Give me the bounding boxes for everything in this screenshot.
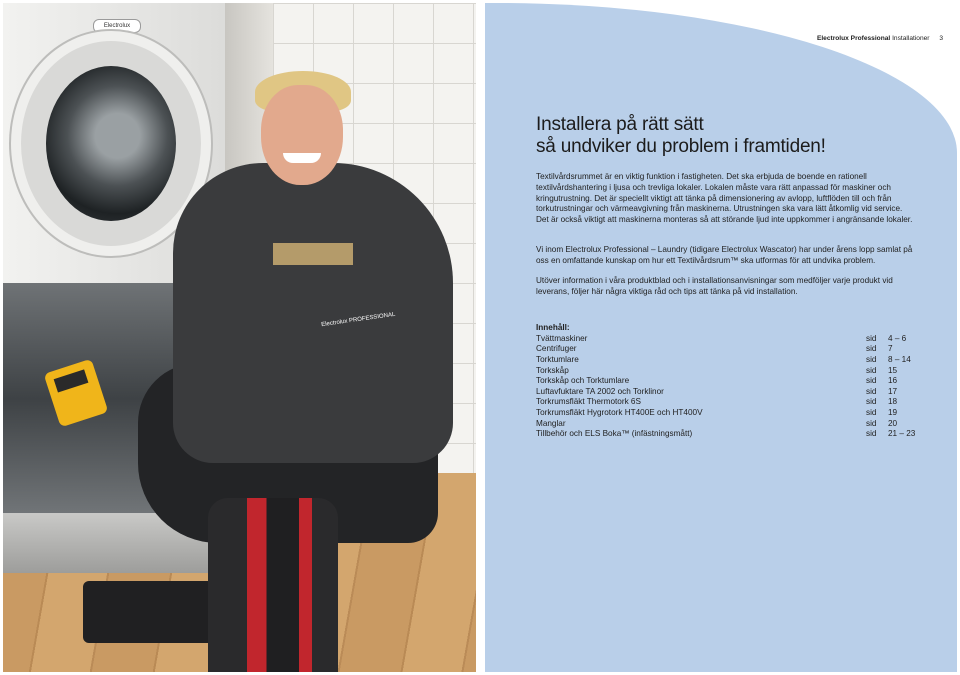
contents-item-pages: 18 xyxy=(888,397,898,407)
contents-item-sid-label: sid xyxy=(866,386,877,396)
page-title-line-2: så undviker du problem i framtiden! xyxy=(536,136,826,157)
contents-item-title: Luftavfuktare TA 2002 och Torklinor xyxy=(536,386,664,396)
page-number: 3 xyxy=(939,35,943,42)
contents-item xyxy=(536,344,916,355)
contents-item-title: Manglar xyxy=(536,418,566,428)
tool-case xyxy=(83,581,223,643)
contents-item-title: Torkskåp xyxy=(536,365,569,375)
contents-item xyxy=(536,419,916,430)
contents-item-title: Torktumlare xyxy=(536,354,579,364)
contents-item xyxy=(536,408,916,419)
contents-item xyxy=(536,387,916,398)
contents-item-sid-label: sid xyxy=(866,418,877,428)
contents-item-pages: 8 – 14 xyxy=(888,354,911,364)
contents-item xyxy=(536,376,916,387)
washer-brand-badge: Electrolux xyxy=(93,19,141,33)
shirt-reflective-stripe xyxy=(273,243,353,265)
page-title-line-1: Installera på rätt sätt xyxy=(536,114,704,135)
contents-item-pages: 19 xyxy=(888,407,898,417)
contents-item-sid-label: sid xyxy=(866,376,877,386)
contents-item-pages: 7 xyxy=(888,344,893,354)
contents-item-pages: 17 xyxy=(888,386,898,396)
contents-item-pages: 4 – 6 xyxy=(888,333,907,343)
info-paragraph: Utöver information i våra produktblad och i installationsanvisningar som medföljer varje produkt vid leverans, följer här några viktiga råd och tips att tänka på vid installation. xyxy=(536,276,893,296)
contents-item-sid-label: sid xyxy=(866,429,877,439)
shirt-logo: Electrolux PROFESSIONAL xyxy=(320,311,396,329)
contents-item-sid-label: sid xyxy=(866,397,877,407)
contents-item-sid-label: sid xyxy=(866,344,877,354)
contents-item-pages: 21 – 23 xyxy=(888,429,916,439)
contents-title: Innehåll: xyxy=(536,323,570,332)
contents-item xyxy=(536,334,916,345)
contents-item xyxy=(536,366,916,377)
multimeter-display xyxy=(54,369,89,392)
contents-item-sid-label: sid xyxy=(866,407,877,417)
contents-item xyxy=(536,355,916,366)
header-section: Installationer xyxy=(892,35,930,42)
tool-bag xyxy=(208,498,338,672)
page-title xyxy=(536,114,936,158)
contents-item xyxy=(536,429,916,440)
contents-item-pages: 15 xyxy=(888,365,898,375)
company-paragraph: Vi inom Electrolux Professional – Laundry (tidigare Electrolux Wascator) har under årens lopp samlat på oss en omfattande kunskap om hur ett Textilvårdsrum™ ska utformas för att undvika problem. xyxy=(536,245,913,265)
contents-list xyxy=(536,334,916,440)
contents-item-title: Torkrumsfläkt Hygrotork HT400E och HT400V xyxy=(536,407,703,417)
technician-shirt xyxy=(173,163,453,463)
contents-item xyxy=(536,397,916,408)
contents-item-sid-label: sid xyxy=(866,333,877,343)
technician-smile xyxy=(283,153,321,163)
contents-item-title: Torkrumsfläkt Thermotork 6S xyxy=(536,397,641,407)
contents-item-title: Centrifuger xyxy=(536,344,577,354)
contents-item-title: Torkskåp och Torktumlare xyxy=(536,376,630,386)
running-header xyxy=(485,35,943,42)
contents-item-pages: 20 xyxy=(888,418,898,428)
contents-item-title: Tillbehör och ELS Boka™ (infästningsmått) xyxy=(536,429,693,439)
contents-item-sid-label: sid xyxy=(866,365,877,375)
contents-item-title: Tvättmaskiner xyxy=(536,333,588,343)
text-page xyxy=(485,3,957,672)
table-of-contents xyxy=(536,323,916,440)
photo-technician-installing-washer xyxy=(3,3,476,672)
contents-item-pages: 16 xyxy=(888,376,898,386)
washer-drum-window xyxy=(46,66,176,221)
technician-face xyxy=(261,85,343,185)
intro-paragraph: Textilvårdsrummet är en viktig funktion i fastigheten. Det ska erbjuda de boende en rationell textilvårdshantering i ljusa och trevliga lokaler. Lokalen måste vara rätt anpassad för maskiner och kringutrustning. Det är speciellt viktigt att tänka på dimensionering av avlopp, luftflöden till och från torkutrustningar och värmeavgivning från maskinerna. Utrustningen ska vara lätt åtkomlig vid service. Det är också viktigt att maskinerna monteras så att störande ljud inte uppkommer i angränsande lokaler. xyxy=(536,172,913,225)
contents-item-sid-label: sid xyxy=(866,354,877,364)
header-brand: Electrolux Professional xyxy=(816,35,891,42)
